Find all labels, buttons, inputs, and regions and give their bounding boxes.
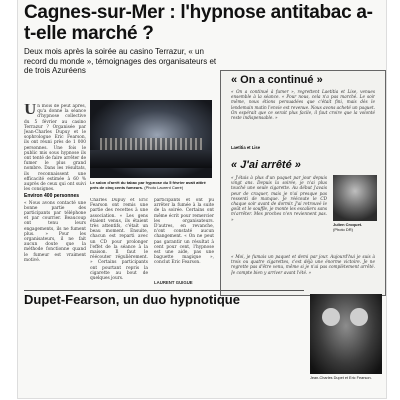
- photo-caption: [90, 180, 212, 190]
- lower-article-title: Dupet-Fearson, un duo hypnotique: [24, 292, 240, 307]
- testimony-2-text: « J'étais à plus d'un paquet par jour depuis vingt ans. Depuis la soirée, je n'ai plus touché une seule cigarette. Au début j'avais peur de craquer, mais je n'ai presque pas ressenti de manque. Je réécoute le CD chaque soir avant de dormir. J'ai retrouvé le goût et le souffle, je monte les escaliers sans m'arrêter. Mes proches n'en reviennent pas. »: [231, 175, 327, 222]
- article-column-3: [154, 198, 214, 278]
- section-divider: [24, 290, 304, 291]
- portrait-caption: [333, 222, 362, 232]
- testimony-box: [220, 70, 386, 296]
- testimony-quote-2: « J'ai arrêté »: [231, 159, 301, 171]
- article-column-2-text: Charles Dupuy et Eric Fearson ont remis une partie des recettes à une association. « Les gens étaient venus, ils étaient très attentifs, c'était un beau moment. Ensuite, chacun est reparti avec un CD pour prolonger l'effet de la séance à la maison. Il faut le réécouter régulièrement. » Certains participants ont pourtant repris la cigarette au bout de quelques jours.: [90, 198, 148, 282]
- testimony-1-text: « On a continué à fumer », regrettent Laetitia et Lise, venues ensemble à la séance. « Pour nous, cela n'a pas marché. Le soir même, nous étions persuadées que c'était fini, mais dès le lendemain matin l'envie est revenue. Nous avons acheté un paquet. On espérait que ce serait plus facile, il faut croire que la volonté reste indispensable. »: [231, 89, 375, 121]
- duo-photo-head-right: [350, 308, 368, 326]
- portrait-photo: [333, 175, 377, 221]
- portrait-credit: (Photo DR): [333, 227, 354, 232]
- duo-photo-head-left: [322, 308, 340, 326]
- photo-foreground: [90, 150, 212, 168]
- standfirst: Deux mois après la soirée au casino Terrazur, « un record du monde », témoignages des organisateurs et de trois Azuréens: [24, 47, 217, 75]
- duo-photo: [310, 294, 382, 374]
- photo-caption-text: Le salon d'arrêt du tabac par hypnose du 5 février avait attiré près de cinq cents fumeurs.: [90, 180, 206, 190]
- article-column-1-text: n mois de peut après, qu'a donné la séance d'hypnose collective du 5 février au casino Terrazur ? Organisée par Jean-Charles Dupuy et le sophrologue Eric Fearson, ils ont réuni près de 1 000 personnes. Une fois le public mis sous hypnose ils ont tenté de faire arrêter de fumer le plus grand nombre. Dans les résultats, ils reconnaissent une efficacité estimée à 60 % auprès de ceux qui ont suivi les consignes.: [24, 104, 86, 193]
- article-byline: LAURENT GUIGUE: [154, 280, 193, 285]
- portrait-name: Julien Croquet.: [333, 222, 363, 227]
- casino-crowd-photo: [90, 100, 212, 178]
- article-column-1: [24, 104, 86, 288]
- photo-credit: (Photo Laurent Carré): [144, 185, 184, 190]
- testimony-1-author: Laetitia et Lise: [231, 145, 261, 150]
- testimony-3-text: « Moi, je fumais un paquet et demi par jour. Aujourd'hui je suis à trois ou quatre cigarettes, c'est déjà une énorme victoire. Je ne regrette pas d'être venu, même si je n'ai pas complètement arrêté. Je compte bien y arriver avant l'été. »: [231, 254, 375, 275]
- article-column-1-text-2: « Nous avons contacté une bonne partie des participants par téléphone et par courrier. Beaucoup ont tenu leurs engagements, ils ne fument plus. » Pour les organisateurs, il ne fait aucun doute que la méthode fonctionne quand le fumeur est vraiment motivé.: [24, 200, 86, 263]
- headline: Cagnes-sur-Mer : l'hypnose antitabac a-t-elle marché ?: [24, 2, 373, 44]
- article-subhead: Environ 400 personnes: [24, 193, 80, 200]
- testimony-quote-1: « On a continué »: [231, 74, 323, 86]
- newspaper-page: [18, 0, 386, 398]
- drop-cap: U: [24, 104, 37, 118]
- article-column-2: [90, 198, 148, 288]
- duo-photo-caption: Jean-Charles Dupet et Eric Fearson.: [310, 376, 372, 380]
- article-column-3-text: participants et ont pu arrêter la fumée à la suite de la soirée. Certains ont même écrit pour remercier les organisateurs. D'autres, en revanche, n'ont constaté aucun changement. « On ne peut pas garantir un résultat à cent pour cent, l'hypnose est une aide, pas une baguette magique », conclut Eric Fearson.: [154, 198, 214, 266]
